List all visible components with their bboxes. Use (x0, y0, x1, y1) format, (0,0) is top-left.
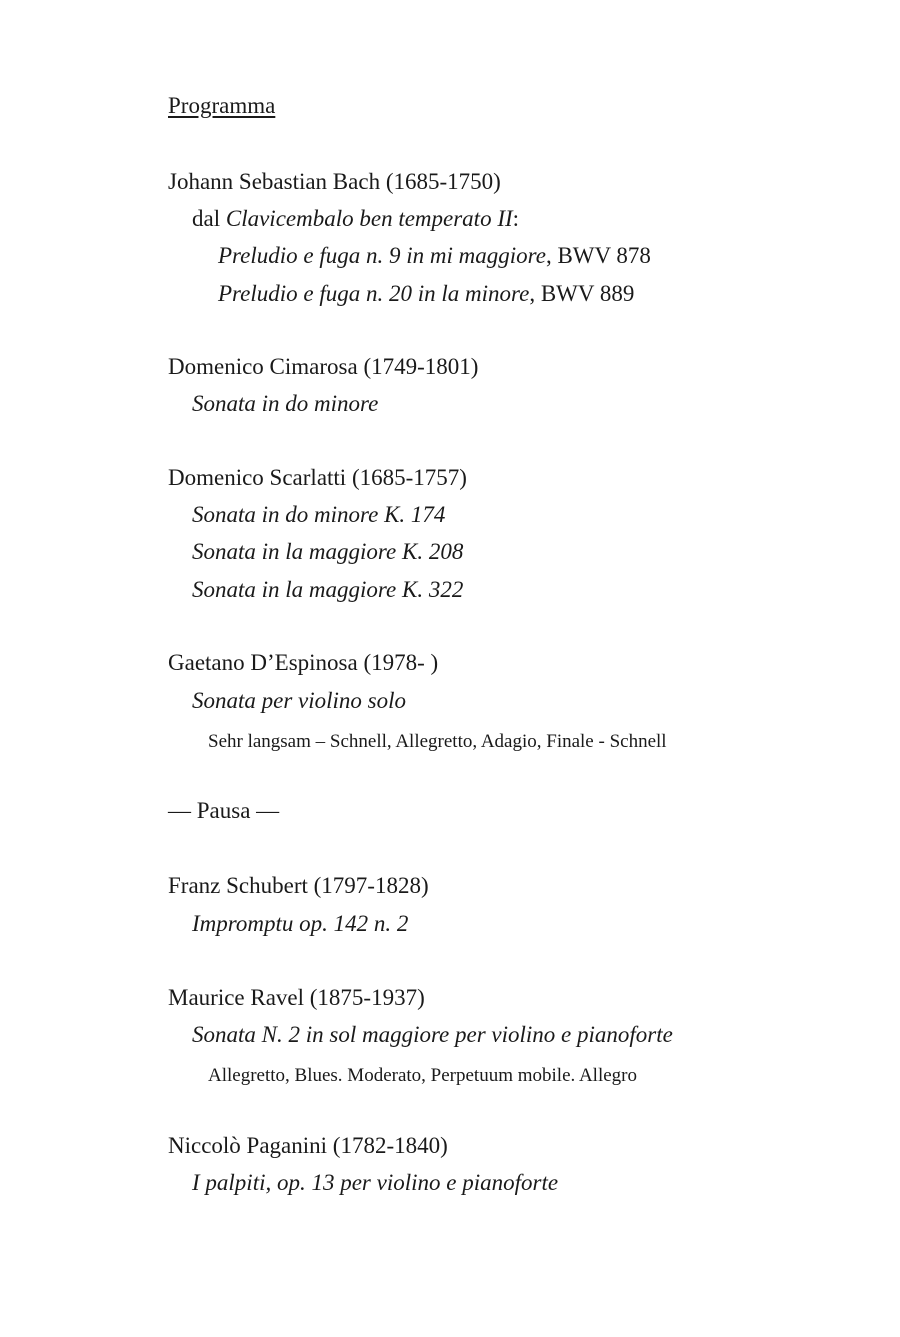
cimarosa-work-1: Sonata in do minore (192, 391, 379, 416)
piece-catalog: , BWV 889 (529, 281, 635, 306)
piece-title: Preludio e fuga n. 9 in mi maggiore (218, 243, 546, 268)
intermission: — Pausa — (168, 798, 280, 823)
schubert-work-1: Impromptu op. 142 n. 2 (192, 911, 409, 936)
bach-piece-1 (218, 242, 651, 270)
ravel-work-1: Sonata N. 2 in sol maggiore per violino e pianoforte (192, 1022, 673, 1047)
piece-title: Preludio e fuga n. 20 in la minore (218, 281, 530, 306)
scarlatti-work-2: Sonata in la maggiore K. 208 (192, 539, 464, 564)
ravel-movements: Allegretto, Blues. Moderato, Perpetuum mobile. Allegro (208, 1065, 638, 1086)
collection-prefix: dal (192, 206, 226, 231)
scarlatti-work-3: Sonata in la maggiore K. 322 (192, 577, 464, 602)
despinosa-movements: Sehr langsam – Schnell, Allegretto, Adagio, Finale - Schnell (208, 731, 667, 752)
scarlatti-work-1: Sonata in do minore K. 174 (192, 502, 446, 527)
composer-despinosa: Gaetano D’Espinosa (1978- ) (168, 650, 439, 675)
composer-schubert: Franz Schubert (1797-1828) (168, 873, 429, 898)
composer-scarlatti: Domenico Scarlatti (1685-1757) (168, 465, 467, 490)
piece-catalog: , BWV 878 (545, 243, 651, 268)
collection-title: Clavicembalo ben temperato II (225, 206, 513, 231)
bach-collection (192, 205, 519, 233)
composer-ravel: Maurice Ravel (1875-1937) (168, 985, 425, 1010)
composer-cimarosa: Domenico Cimarosa (1749-1801) (168, 354, 479, 379)
paganini-work-1: I palpiti, op. 13 per violino e pianoforte (192, 1170, 559, 1195)
composer-bach: Johann Sebastian Bach (1685-1750) (168, 169, 501, 194)
collection-suffix: : (512, 206, 520, 231)
despinosa-work-1: Sonata per violino solo (192, 688, 407, 713)
bach-piece-2 (218, 280, 634, 308)
program-title: Programma (168, 93, 276, 118)
composer-paganini: Niccolò Paganini (1782-1840) (168, 1133, 448, 1158)
